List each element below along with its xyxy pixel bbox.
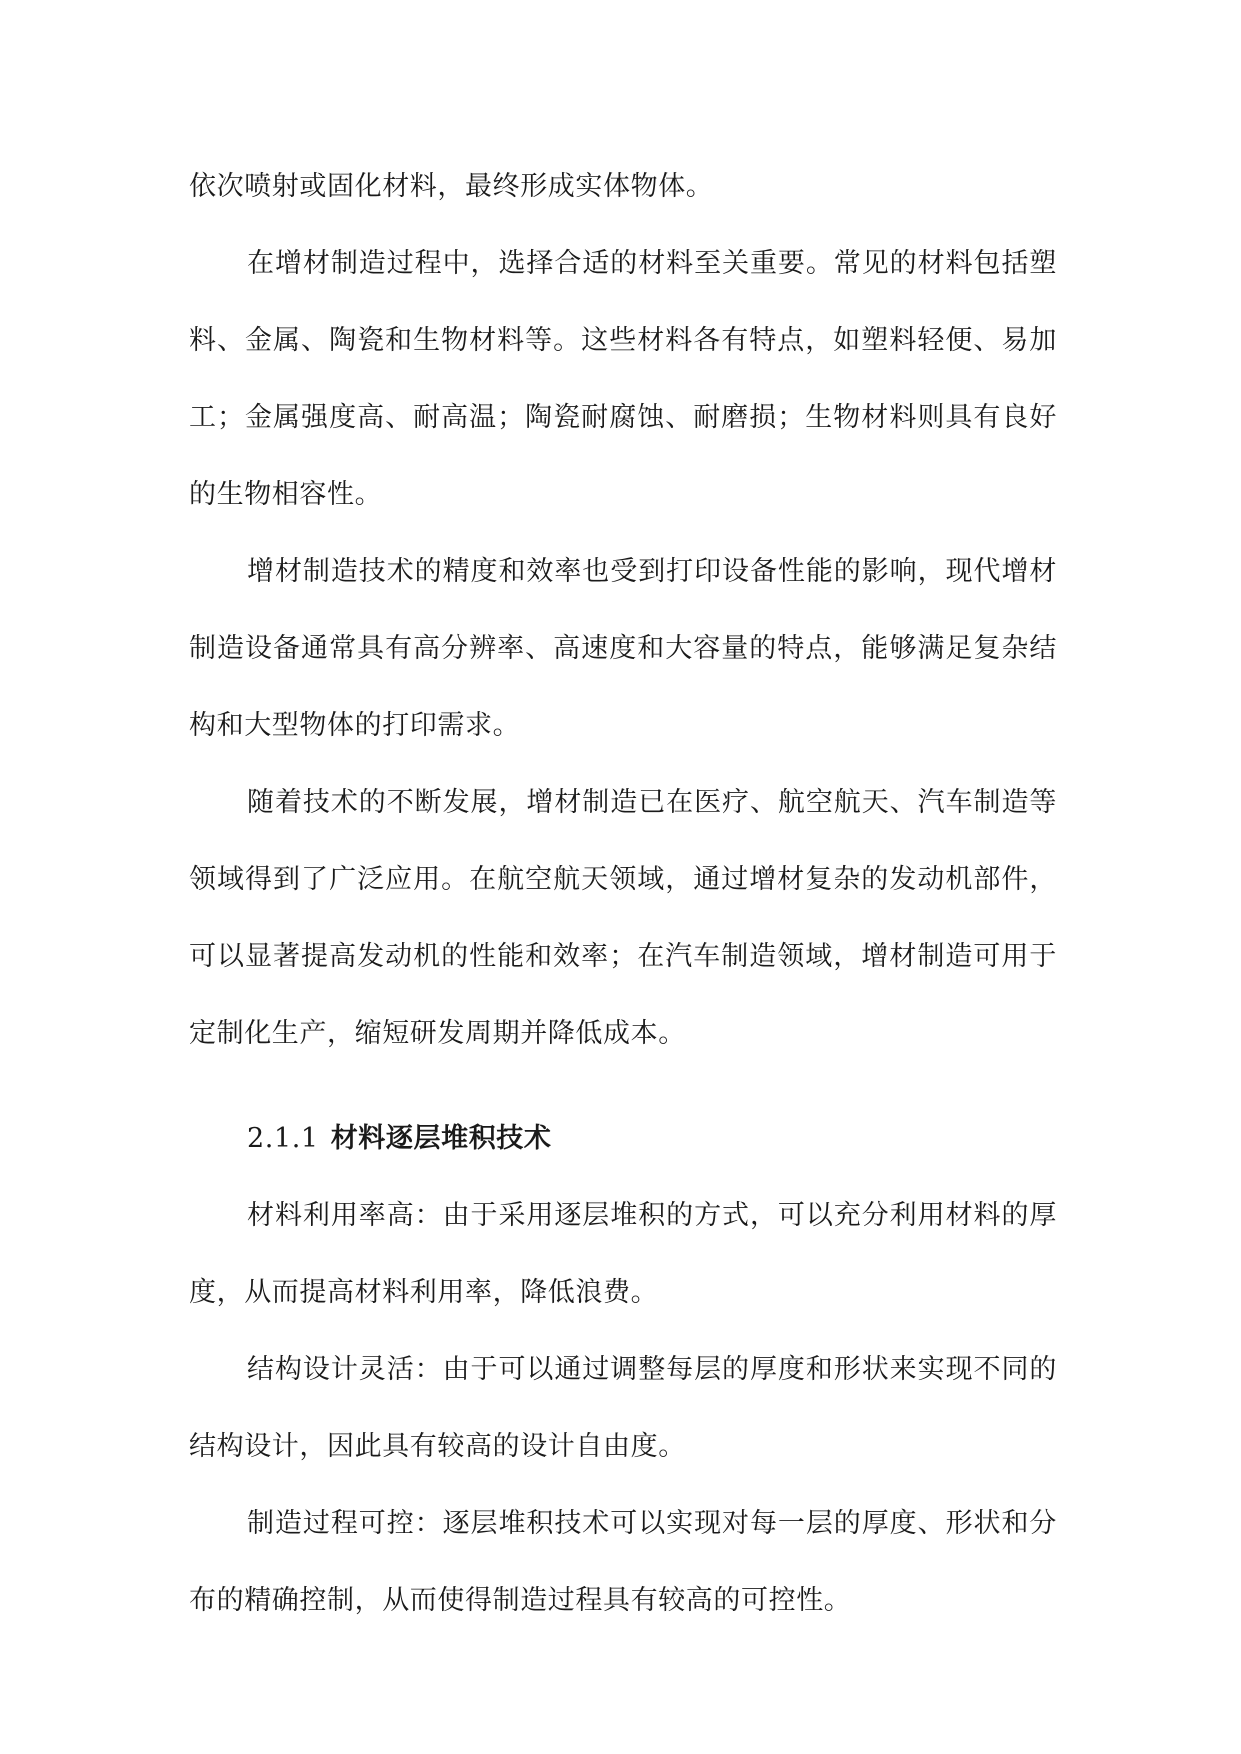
paragraph-precision: 增材制造技术的精度和效率也受到打印设备性能的影响，现代增材制造设备通常具有高分辨率、高速度和大容量的特点，能够满足复杂结构和大型物体的打印需求。 [189, 556, 1057, 741]
paragraph-applications: 随着技术的不断发展，增材制造已在医疗、航空航天、汽车制造等领域得到了广泛应用。在航空航天领域，通过增材复杂的发动机部件，可以显著提高发动机的性能和效率；在汽车制造领域，增材制造可用于定制化生产，缩短研发周期并降低成本。 [189, 787, 1057, 1049]
paragraph-utilization: 材料利用率高：由于采用逐层堆积的方式，可以充分利用材料的厚度，从而提高材料利用率，降低浪费。 [189, 1200, 1057, 1308]
paragraph-continuation: 依次喷射或固化材料，最终形成实体物体。 [189, 171, 714, 202]
paragraph-materials: 在增材制造过程中，选择合适的材料至关重要。常见的材料包括塑料、金属、陶瓷和生物材料等。这些材料各有特点，如塑料轻便、易加工；金属强度高、耐高温；陶瓷耐腐蚀、耐磨损；生物材料则具有良好的生物相容性。 [189, 248, 1057, 510]
section-heading [189, 1100, 1057, 1177]
paragraph-design-flexibility: 结构设计灵活：由于可以通过调整每层的厚度和形状来实现不同的结构设计，因此具有较高的设计自由度。 [189, 1354, 1057, 1462]
page-content [189, 148, 1057, 1639]
section-title: 材料逐层堆积技术 [330, 1123, 552, 1154]
section-number: 2.1.1 [247, 1123, 319, 1154]
paragraph-process-control: 制造过程可控：逐层堆积技术可以实现对每一层的厚度、形状和分布的精确控制，从而使得制造过程具有较高的可控性。 [189, 1508, 1057, 1616]
